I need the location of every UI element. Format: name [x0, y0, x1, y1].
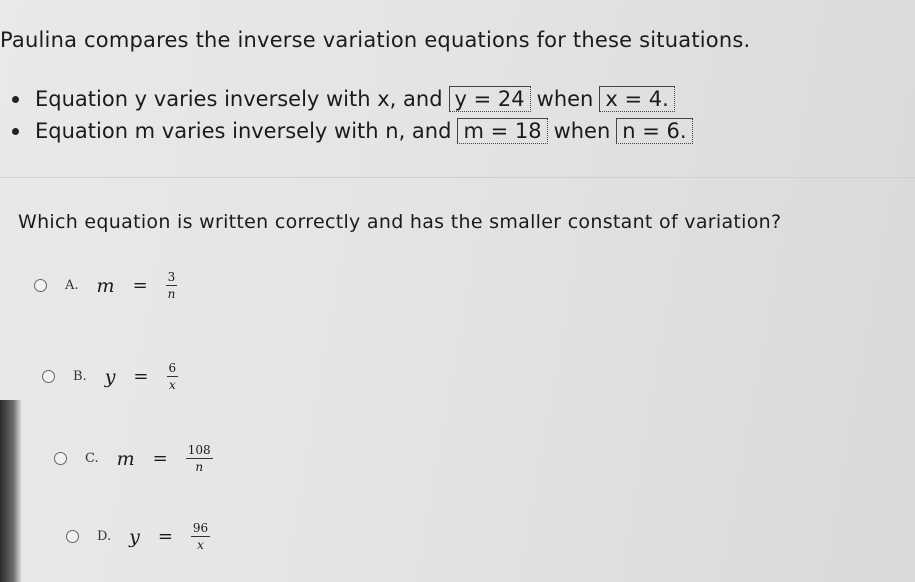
- given-value-box: m = 18: [457, 118, 547, 144]
- equation-lhs: y: [129, 525, 140, 548]
- option-equation: [129, 521, 210, 552]
- option-letter: B.: [73, 369, 87, 384]
- intro-text: Paulina compares the inverse variation equations for these situations.: [0, 28, 751, 52]
- equation-lhs: y: [104, 365, 116, 388]
- divider: [0, 177, 915, 178]
- equals-sign: =: [152, 448, 168, 469]
- radio-button[interactable]: [54, 452, 67, 465]
- equation-lhs: m: [116, 447, 135, 470]
- option-equation: [105, 361, 178, 392]
- option-b[interactable]: [42, 361, 178, 392]
- situation-text: Equation y varies inversely with x, and: [35, 87, 443, 111]
- radio-button[interactable]: [34, 279, 47, 292]
- numerator: 108: [187, 443, 211, 457]
- numerator: 3: [167, 270, 176, 284]
- option-equation: [97, 270, 178, 301]
- given-value-box: n = 6.: [616, 118, 692, 144]
- equals-sign: =: [133, 366, 149, 387]
- equals-sign: =: [157, 526, 173, 547]
- option-d[interactable]: [66, 521, 210, 552]
- bullet-icon: [12, 96, 19, 103]
- equation-lhs: m: [96, 274, 115, 297]
- fraction: [166, 270, 178, 301]
- situation-2: [12, 118, 699, 144]
- denominator: n: [195, 460, 204, 474]
- fraction: [167, 361, 179, 392]
- page-edge-shadow: [0, 400, 22, 582]
- option-letter: C.: [85, 451, 99, 466]
- fraction: [191, 521, 210, 552]
- given-value-box: x = 4.: [599, 86, 674, 112]
- option-c[interactable]: [54, 443, 213, 474]
- equals-sign: =: [132, 275, 148, 296]
- fraction-bar: [186, 458, 213, 459]
- given-value-box: y = 24: [449, 86, 531, 112]
- numerator: 96: [192, 521, 209, 535]
- fraction: [186, 443, 213, 474]
- denominator: x: [197, 538, 204, 552]
- numerator: 6: [168, 361, 177, 375]
- option-equation: [117, 443, 213, 474]
- option-letter: A.: [65, 278, 79, 293]
- denominator: n: [167, 287, 176, 301]
- situation-when: when: [553, 119, 611, 143]
- radio-button[interactable]: [66, 530, 79, 543]
- bullet-icon: [12, 128, 19, 135]
- radio-button[interactable]: [42, 370, 55, 383]
- option-letter: D.: [97, 529, 112, 544]
- situation-when: when: [536, 87, 594, 111]
- situation-1: [12, 86, 681, 112]
- denominator: x: [168, 378, 176, 392]
- fraction-bar: [167, 376, 179, 377]
- option-a[interactable]: [34, 270, 177, 301]
- fraction-bar: [191, 536, 210, 537]
- fraction-bar: [166, 285, 178, 286]
- situation-text: Equation m varies inversely with n, and: [35, 119, 452, 143]
- question-text: Which equation is written correctly and has the smaller constant of variation?: [18, 211, 782, 233]
